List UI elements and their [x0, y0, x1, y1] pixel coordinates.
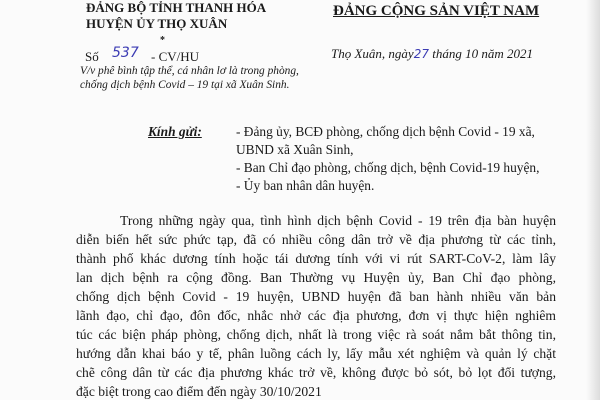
body-line-text: chẽ công dân từ các địa phương khác trở về, không được bỏ sót, bỏ lọt đối tượng,: [76, 365, 556, 380]
org-parent-name: ĐẢNG BỘ TỈNH THANH HÓA: [86, 0, 267, 15]
recipient-item: - Ủy ban nhân dân huyện.: [236, 178, 375, 193]
body-line-text: lan dịch bệnh ra cộng đồng. Ban Thường vụ Huyện ủy, Ban Chỉ đạo phòng,: [76, 270, 556, 285]
doc-number-label: Số: [85, 49, 99, 64]
body-line-9: [76, 365, 556, 381]
date-prefix: Thọ Xuân, ngày: [331, 46, 414, 61]
subject-line-2: chống dịch bệnh Covid – 19 tại xã Xuân Sinh.: [80, 79, 290, 91]
body-line-text: hướng dẫn khai báo y tế, phân luồng cách ly, lấy mẫu xét nghiệm và quản lý chặt: [76, 346, 556, 361]
body-line-text: túc các biện pháp phòng, chống dịch, nhất là trong việc rà soát nắm bắt thông tin,: [76, 327, 556, 342]
body-line-text: diễn biến hết sức phức tạp, đã có nhiều công dân trở về địa phương từ các tỉnh,: [76, 232, 556, 247]
recipient-item: - Đảng ủy, BCĐ phòng, chống dịch bệnh Covid - 19 xã,: [236, 124, 535, 139]
recipient-item: - Ban Chỉ đạo phòng, chống dịch, bệnh Covid-19 huyện,: [236, 160, 540, 175]
doc-number-type: - CV/HU: [151, 49, 200, 64]
date-suffix: tháng 10 năm 2021: [432, 46, 533, 61]
body-line-8: [76, 346, 556, 362]
header-star: *: [160, 35, 165, 46]
party-name: ĐẢNG CỘNG SẢN VIỆT NAM: [333, 3, 540, 19]
dateline: [331, 46, 533, 62]
subject-line-1: V/v phê bình tập thể, cá nhân lơ là trong phòng,: [80, 65, 299, 77]
recipients-label: Kính gửi:: [148, 124, 202, 139]
body-line-3: [76, 251, 556, 267]
body-line-4: [76, 270, 556, 286]
body-line-5: [76, 289, 556, 305]
body-line-7: [76, 327, 556, 343]
body-line-text: thành phố khác dương tính hoặc tái dương tính với vi rút SART-CoV-2, làm lây: [76, 251, 556, 266]
body-line-2: [76, 232, 556, 248]
body-line-6: [76, 308, 556, 324]
body-line-text: lãnh đạo, chỉ đạo, đôn đốc, nhắc nhở các địa phương, đơn vị thực hiện nghiêm: [76, 308, 556, 323]
recipient-item: UBND xã Xuân Sinh,: [236, 142, 354, 157]
page-edge-shadow: [586, 0, 600, 400]
org-unit-name: HUYỆN ỦY THỌ XUÂN: [86, 16, 228, 31]
body-line-text: chống dịch bệnh Covid - 19 huyện, UBND huyện đã ban hành nhiều văn bản: [76, 289, 556, 304]
body-line-10: [76, 384, 322, 400]
body-line-text: đặc biệt trong cao điểm đến ngày 30/10/2021: [76, 384, 322, 399]
doc-number-handwritten: 537: [112, 45, 139, 61]
body-line-text: Trong những ngày qua, tình hình dịch bệnh Covid - 19 trên địa bàn huyện: [120, 213, 556, 228]
date-day-handwritten: 27: [413, 47, 429, 61]
body-line-1: [120, 213, 556, 229]
